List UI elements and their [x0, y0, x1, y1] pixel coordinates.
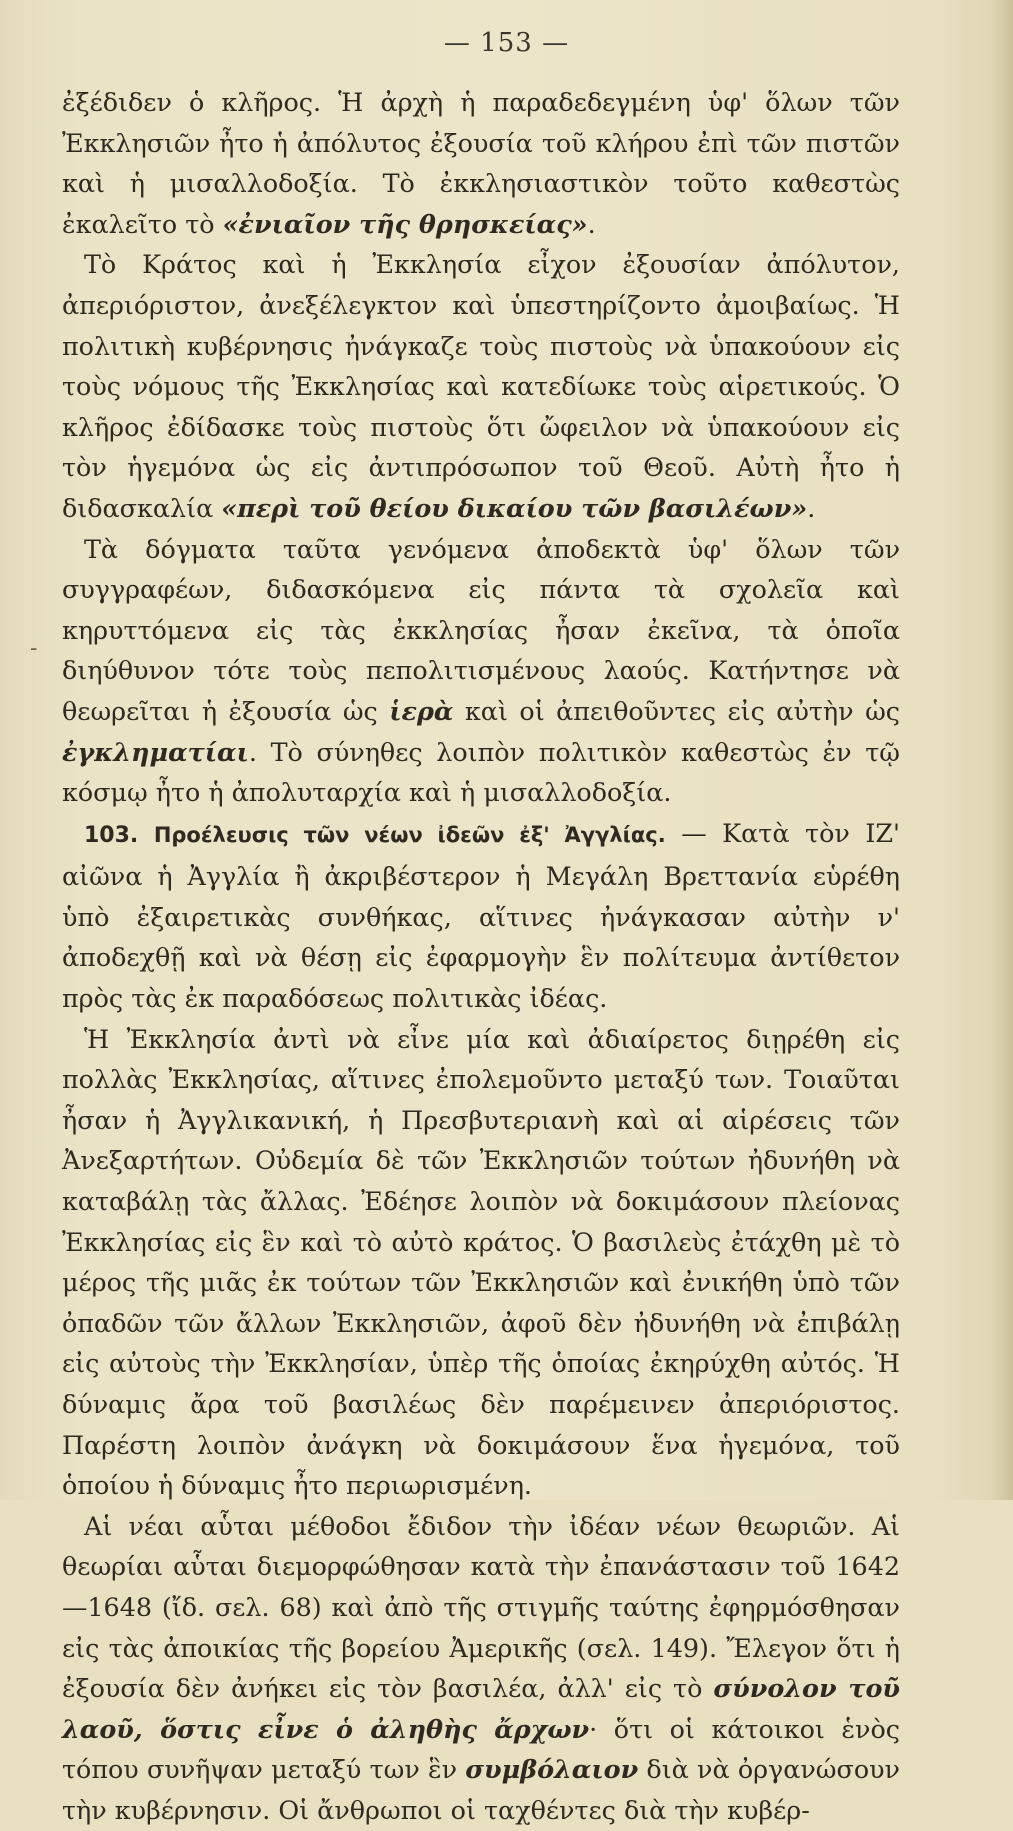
- section-number: 103.: [84, 822, 139, 848]
- paragraph-3-emphasis-criminals: ἐγκληματίαι: [62, 736, 249, 767]
- paragraph-1: [62, 82, 900, 244]
- paragraph-6-text-2: · ὅτι οἱ κάτοικοι ἑνὸς τόπου συνῆψαν μεταξύ των ἓν: [62, 1713, 900, 1785]
- paragraph-6-text: Αἱ νέαι αὗται μέθοδοι ἔδιδον τὴν ἰδέαν νέων θεωριῶν. Αἱ θεωρίαι αὗται διεμορφώθησαν κατὰ τὴν ἐπανάστασιν τοῦ 1642—1648 (ἴδ. σελ. 68) καὶ ἀπὸ τῆς στιγμῆς ταύτης ἐφηρμόσθησαν εἰς τὰς ἀποικίας τῆς βορείου Ἀμερικῆς (σελ. 149). Ἔλεγον ὅτι ἡ ἐξουσία δὲν ἀνήκει εἰς τὸν βασιλέα, ἀλλ' εἰς τὸ: [62, 1510, 900, 1704]
- section-title: Προέλευσις τῶν νέων ἰδεῶν ἐξ' Ἀγγλίας.: [153, 822, 666, 847]
- paragraph-1-emphasis: «ἐνιαῖον τῆς θρησκείας»: [222, 208, 588, 239]
- page-number: — 153 —: [443, 28, 570, 58]
- paragraph-2-end: .: [807, 492, 816, 523]
- paragraph-3-text-2: καὶ οἱ ἀπειθοῦντες εἰς αὐτὴν ὡς: [453, 695, 901, 726]
- paragraph-6-emphasis-contract: συμβόλαιον: [465, 1754, 639, 1785]
- paragraph-1-text: ἐξέδιδεν ὁ κλῆρος. Ἡ ἀρχὴ ἡ παραδεδεγμένη ὑφ' ὅλων τῶν Ἐκκλησιῶν ἦτο ἡ ἀπόλυτος ἐξουσία τοῦ κλήρου ἐπὶ τῶν πιστῶν καὶ ἡ μισαλλοδοξία. Τὸ ἐκκλησιαστικὸν τοῦτο καθεστὼς ἐκαλεῖτο τὸ: [62, 87, 900, 239]
- paragraph-4-section-103: [62, 813, 900, 1019]
- paragraph-5-text: Ἡ Ἐκκλησία ἀντὶ νὰ εἶνε μία καὶ ἀδιαίρετος διῃρέθη εἰς πολλὰς Ἐκκλησίας, αἵτινες ἐπολεμοῦντο μεταξύ των. Τοιαῦται ἦσαν ἡ Ἀγγλικανική, ἡ Πρεσβυτεριανὴ καὶ αἱ αἱρέσεις τῶν Ἀνεξαρτήτων. Οὐδεμία δὲ τῶν Ἐκκλησιῶν τούτων ἠδυνήθη νὰ καταβάλῃ τὰς ἄλλας. Ἐδέησε λοιπὸν νὰ δοκιμάσουν πλείονας Ἐκκλησίας εἰς ἓν καὶ τὸ αὐτὸ κράτος. Ὁ βασιλεὺς ἐτάχθη μὲ τὸ μέρος τῆς μιᾶς ἐκ τούτων τῶν Ἐκκλησιῶν καὶ ἐνικήθη ὑπὸ τῶν ὀπαδῶν τῶν ἄλλων Ἐκκλησιῶν, ἀφοῦ δὲν ἠδυνήθη νὰ ἐπιβάλῃ εἰς αὐτοὺς τὴν Ἐκκλησίαν, ὑπὲρ τῆς ὁποίας ἐκηρύχθη αὐτός. Ἡ δύναμις ἄρα τοῦ βασιλέως δὲν παρέμεινεν ἀπεριόριστος. Παρέστη λοιπὸν ἀνάγκη νὰ δοκιμάσουν ἕνα ἡγεμόνα, τοῦ ὁποίου ἡ δύναμις ἦτο περιωρισμένη.: [62, 1023, 900, 1501]
- paragraph-4-text: — Κατὰ τὸν ΙΖ' αἰῶνα ἡ Ἀγγλία ἢ ἀκριβέστερον ἡ Μεγάλη Βρεττανία εὑρέθη ὑπὸ ἐξαιρετικὰς συνθήκας, αἵτινες ἠνάγκασαν αὐτὴν ν' ἀποδεχθῇ καὶ νὰ θέσῃ εἰς ἐφαρμογὴν ἓν πολίτευμα ἀντίθετον πρὸς τὰς ἐκ παραδόσεως πολιτικὰς ἰδέας.: [62, 817, 900, 1014]
- body-text: [62, 82, 900, 1831]
- paragraph-2-emphasis: «περὶ τοῦ θείου δικαίου τῶν βασιλέων»: [221, 492, 808, 523]
- paragraph-3-emphasis-sacred: ἱερὰ: [389, 695, 454, 726]
- paragraph-6-emphasis-people: σύνολον τοῦ λαοῦ, ὅστις εἶνε ὁ ἀληθὴς ἄρχων: [62, 1673, 900, 1744]
- paragraph-1-end: .: [587, 208, 596, 239]
- paragraph-3-text: Τὰ δόγματα ταῦτα γενόμενα ἀποδεκτὰ ὑφ' ὅλων τῶν συγγραφέων, διδασκόμενα εἰς πάντα τὰ σχολεῖα καὶ κηρυττόμενα εἰς τὰς ἐκκλησίας ἦσαν ἐκεῖνα, τὰ ὁποῖα διηύθυνον τότε τοὺς πεπολιτισμένους λαούς. Κατήντησε νὰ θεωρεῖται ἡ ἐξουσία ὡς: [62, 533, 900, 726]
- paragraph-5: [62, 1019, 900, 1506]
- paragraph-2: [62, 244, 900, 528]
- margin-mark: -: [30, 636, 38, 661]
- paragraph-2-text: Τὸ Κράτος καὶ ἡ Ἐκκλησία εἶχον ἐξουσίαν ἀπόλυτον, ἀπεριόριστον, ἀνεξέλεγκτον καὶ ὑπεστηρίζοντο ἀμοιβαίως. Ἡ πολιτικὴ κυβέρνησις ἠνάγκαζε τοὺς πιστοὺς νὰ ὑπακούουν εἰς τοὺς νόμους τῆς Ἐκκλησίας καὶ κατεδίωκε τοὺς αἱρετικούς. Ὁ κλῆρος ἐδίδασκε τοὺς πιστοὺς ὅτι ὤφειλον νὰ ὑπακούουν εἰς τὸν ἡγεμόνα ὡς εἰς ἀντιπρόσωπον τοῦ Θεοῦ. Αὐτὴ ἦτο ἡ διδασκαλία: [62, 249, 900, 523]
- paragraph-3: [62, 529, 900, 813]
- paragraph-6-end: διὰ νὰ ὀργανώσουν τὴν κυβέρνησιν. Οἱ ἄνθρωποι οἱ ταχθέντες διὰ τὴν κυβέρ-: [62, 1754, 900, 1825]
- paragraph-3-end: . Τὸ σύνηθες λοιπὸν πολιτικὸν καθεστὼς ἐν τῷ κόσμῳ ἦτο ἡ ἀπολυταρχία καὶ ἡ μισαλλοδοξία.: [62, 736, 900, 808]
- paragraph-6: [62, 1506, 900, 1831]
